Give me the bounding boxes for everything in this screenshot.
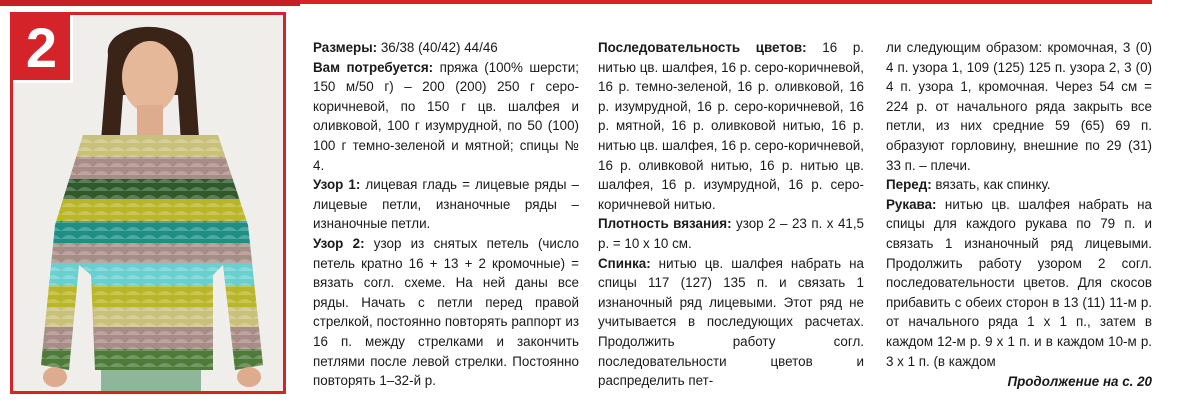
paragraph-text: 36/38 (40/42) 44/46 bbox=[377, 40, 498, 55]
paragraph-heading: Узор 1: bbox=[313, 177, 361, 193]
paragraph bbox=[598, 38, 864, 214]
paragraph bbox=[313, 175, 579, 234]
paragraph-text: нитью цв. шалфея набрать на спицы 117 (127) 135 п. и связать 1 изнаночный ряд лицевыми. Этот ряд не учитывается в последующих расчетах. Продолжить работу согл. последовательности цветов и распределить пет- bbox=[598, 255, 864, 389]
paragraph bbox=[886, 38, 1152, 175]
paragraph bbox=[313, 58, 579, 176]
paragraph-text: 16 р. нитью цв. шалфея, 16 р. серо-коричневой, 16 р. темно-зеленой, 16 р. оливковой, 16 р. изумрудной, 16 р. серо-коричневой, 16 р. мятной, 16 р. оливковой нитью, 16 р. нитью цв. шалфея, 16 р. серо-коричневой, 16 р. оливковой нитью, 16 р. нитью цв. шалфея, 16 р. изумрудной, 16 р. серо-коричневой нитью. bbox=[598, 40, 864, 212]
paragraph bbox=[313, 234, 579, 391]
text-column-1 bbox=[313, 38, 579, 391]
paragraph-heading: Плотность вязания: bbox=[598, 216, 732, 232]
paragraph-heading: Узор 2: bbox=[313, 235, 365, 251]
paragraph bbox=[598, 214, 864, 253]
paragraph-heading: Размеры: bbox=[313, 40, 378, 55]
paragraph-heading: Перед: bbox=[886, 177, 932, 193]
paragraph bbox=[886, 175, 1152, 195]
continued-note: Продолжение на с. 20 bbox=[1007, 374, 1152, 389]
text-column-3 bbox=[886, 38, 1152, 371]
paragraph-heading: Вам потребуется: bbox=[313, 59, 434, 75]
paragraph-text: вязать, как спинку. bbox=[931, 177, 1051, 193]
header-accent-bar bbox=[0, 0, 300, 6]
photo-frame bbox=[10, 12, 286, 394]
paragraph-heading: Последовательность цветов: bbox=[598, 40, 807, 55]
paragraph-heading: Спинка: bbox=[598, 255, 651, 271]
paragraph-heading: Рукава: bbox=[886, 196, 937, 212]
paragraph-text: нитью цв. шалфея набрать на спицы для каждого рукава по 79 п. и связать 1 изнаночный ряд лицевыми. Продолжить работу узором 2 согл. последовательности цветов. Для скосов прибавить с обеих сторон в 13 (11) 11-м р. от начального ряда 1 x 1 п., затем в каждом 12-м р. 9 x 1 п. и в каждом 10-м р. 3 x 1 п. (в каждом bbox=[886, 196, 1152, 369]
pattern-number-badge: 2 bbox=[13, 15, 73, 83]
paragraph bbox=[598, 254, 864, 391]
paragraph-text: узор из снятых петель (число петель кратно 16 + 13 + 2 кромочные) = вязать согл. схеме. На ней даны все ряды. Начать с петли перед правой стрелкой, постоянно повторять раппорт из 16 п. между стрелками и закончить петлями после левой стрелки. Постоянно повторять 1–32-й р. bbox=[313, 235, 579, 389]
paragraph-text: ли следующим образом: кромочная, 3 (0) 4 п. узора 1, 109 (125) 125 п. узора 2, 3 (0) 4 п. узора 1, кромочная. Через 54 см = 224 р. от начального ряда закрыть все петли, из них средние 59 (65) 69 п. образуют горловину, внешние по 29 (31) 33 п. – плечи. bbox=[886, 40, 1152, 173]
text-column-2 bbox=[598, 38, 864, 391]
paragraph-text: узор 2 – 23 п. x 41,5 р. = 10 x 10 см. bbox=[598, 216, 865, 251]
paragraph bbox=[886, 195, 1152, 371]
paragraph bbox=[313, 38, 579, 58]
paragraph-text: пряжа (100% шерсти; 150 м/50 г) – 200 (200) 250 г серо-коричневой, по 150 г цв. шалфея и оливковой, 100 г изумрудной, по 50 (100) 100 г темно-зеленой и мятной; спицы № 4. bbox=[313, 59, 579, 173]
paragraph-text: лицевая гладь = лицевые ряды – лицевые петли, изнаночные ряды – изнаночные петли. bbox=[313, 177, 579, 232]
